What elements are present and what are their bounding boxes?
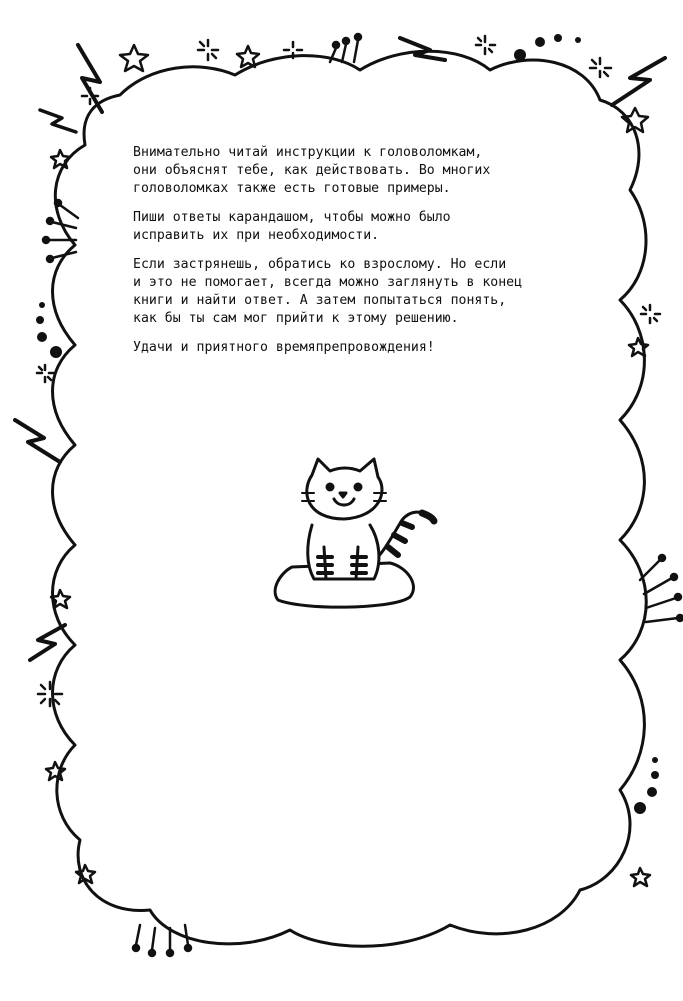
decoration-sparkle-icon xyxy=(198,36,611,77)
decoration-star-icon xyxy=(120,45,148,71)
decoration-pins-icon xyxy=(133,925,191,956)
instruction-paragraph: Пиши ответы карандашом, чтобы можно было исправить их при необходимости. xyxy=(133,210,451,243)
decoration-star-icon xyxy=(51,150,70,168)
decoration-lightning-icon xyxy=(400,38,445,60)
decoration-sparkle-icon xyxy=(38,682,62,706)
decoration-lightning-icon xyxy=(15,420,60,462)
decoration-star-icon xyxy=(622,108,648,132)
decoration-pins-icon xyxy=(43,200,78,262)
instructions-text xyxy=(133,144,558,368)
instruction-paragraph: Внимательно читай инструкции к головоломкам, они объяснят тебе, как действовать. Во многих головоломках также есть готовые примеры. xyxy=(133,145,491,196)
cat-on-cushion-icon xyxy=(262,455,442,615)
decoration-sparkle-icon xyxy=(37,365,54,382)
decoration-star-icon xyxy=(629,338,648,356)
decoration-star-icon xyxy=(631,868,650,886)
decoration-sparkle-icon xyxy=(641,305,660,323)
decoration-lightning-icon xyxy=(30,625,65,660)
decoration-lightning-icon xyxy=(40,110,76,132)
decoration-star-icon xyxy=(46,762,95,883)
decoration-dots-icon xyxy=(36,302,62,358)
instruction-paragraph: Если застрянешь, обратись ко взрослому. Но если и это не помогает, всегда можно заглянуть в конец книги и найти ответ. А затем попытаться понять, как бы ты сам мог прийти к этому решению. xyxy=(133,257,523,326)
decoration-dots-icon xyxy=(634,757,659,814)
decoration-lightning-icon xyxy=(612,58,665,105)
instruction-paragraph: Удачи и приятного времяпрепровождения! xyxy=(133,340,435,355)
decoration-dots-icon xyxy=(514,34,581,61)
